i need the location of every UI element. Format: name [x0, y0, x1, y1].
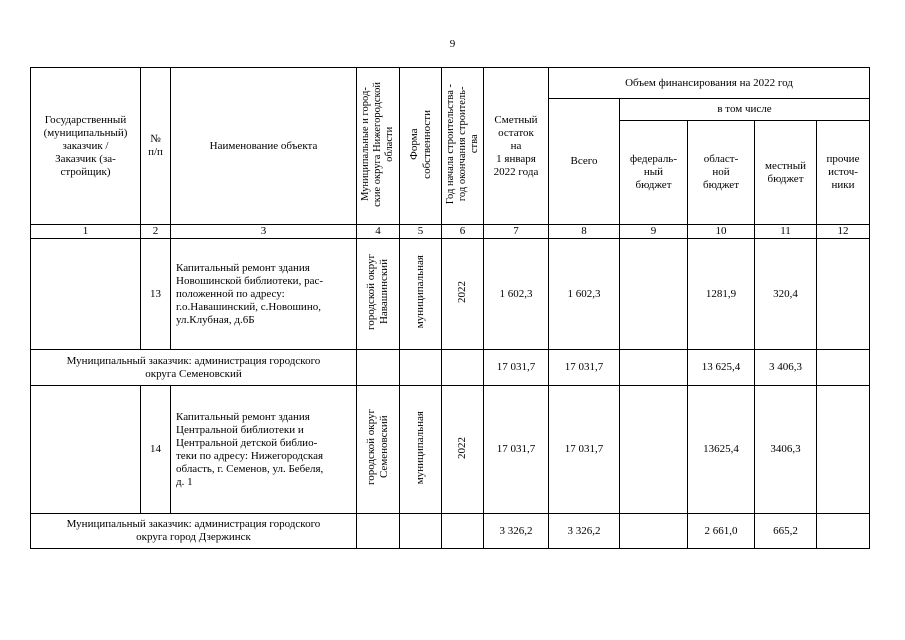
header-total: Всего — [549, 99, 620, 225]
subtotal-row — [31, 350, 870, 386]
cell-other — [817, 350, 870, 386]
cell-municipality — [357, 350, 400, 386]
cell-total: 1 602,3 — [549, 239, 620, 350]
header-estimate: Сметный остаток на 1 января 2022 года — [484, 68, 549, 225]
table-row — [31, 239, 870, 350]
cell-other — [817, 386, 870, 514]
cell-regional: 13625,4 — [688, 386, 755, 514]
cell-regional: 2 661,0 — [688, 514, 755, 549]
cell-local: 320,4 — [755, 239, 817, 350]
cell-year: 2022 — [442, 239, 484, 350]
cell-other — [817, 239, 870, 350]
cell-ownership — [400, 514, 442, 549]
cell-year — [442, 514, 484, 549]
header-num: № п/п — [141, 68, 171, 225]
cell-local: 3406,3 — [755, 386, 817, 514]
cell-num: 14 — [141, 386, 171, 514]
header-object-name: Наименование объекта — [171, 68, 357, 225]
cell-estimate: 3 326,2 — [484, 514, 549, 549]
header-municipality: Муниципальные и город- ские округа Нижегородской области — [357, 68, 400, 225]
cell-regional: 13 625,4 — [688, 350, 755, 386]
cell-other — [817, 514, 870, 549]
col-number: 4 — [357, 225, 400, 239]
cell-municipality: городской округ Семеновский — [357, 386, 400, 514]
financing-table — [30, 67, 870, 549]
cell-federal — [620, 350, 688, 386]
col-number: 10 — [688, 225, 755, 239]
cell-year — [442, 350, 484, 386]
cell-local: 665,2 — [755, 514, 817, 549]
cell-customer — [31, 239, 141, 350]
cell-municipality: городской округ Навашинский — [357, 239, 400, 350]
header-customer: Государственный (муниципальный) заказчик / Заказчик (за- стройщик) — [31, 68, 141, 225]
col-number: 9 — [620, 225, 688, 239]
header-other: прочие источ- ники — [817, 121, 870, 225]
subtotal-row — [31, 514, 870, 549]
cell-ownership: муниципальная — [400, 239, 442, 350]
col-number: 5 — [400, 225, 442, 239]
cell-object-name: Капитальный ремонт здания Новошинской библиотеки, рас- положенной по адресу: г.о.Навашинский, с.Новошино, ул.Клубная, д.6Б — [171, 239, 357, 350]
header-ownership: Форма собственности — [400, 68, 442, 225]
cell-estimate: 1 602,3 — [484, 239, 549, 350]
cell-local: 3 406,3 — [755, 350, 817, 386]
cell-municipality — [357, 514, 400, 549]
page-number: 9 — [449, 38, 456, 50]
cell-customer — [31, 386, 141, 514]
col-number: 7 — [484, 225, 549, 239]
cell-object-name: Капитальный ремонт здания Центральной библиотеки и Центральной детской библио- теки по адресу: Нижегородская область, г. Семенов, ул. Бебеля, д. 1 — [171, 386, 357, 514]
cell-federal — [620, 239, 688, 350]
col-number: 2 — [141, 225, 171, 239]
header-financing: Объем финансирования на 2022 год — [549, 68, 870, 99]
header-federal: федераль- ный бюджет — [620, 121, 688, 225]
subtotal-label: Муниципальный заказчик: администрация городского округа Семеновский — [31, 350, 357, 386]
cell-total: 17 031,7 — [549, 386, 620, 514]
table-row — [31, 386, 870, 514]
header-regional: област- ной бюджет — [688, 121, 755, 225]
cell-ownership: муниципальная — [400, 386, 442, 514]
cell-ownership — [400, 350, 442, 386]
col-number: 3 — [171, 225, 357, 239]
cell-total: 3 326,2 — [549, 514, 620, 549]
col-number: 6 — [442, 225, 484, 239]
header-years: Год начала строительства - год окончания строитель- ства — [442, 68, 484, 225]
cell-num: 13 — [141, 239, 171, 350]
subtotal-label: Муниципальный заказчик: администрация городского округа город Дзержинск — [31, 514, 357, 549]
header-including: в том числе — [620, 99, 870, 121]
cell-total: 17 031,7 — [549, 350, 620, 386]
col-number: 1 — [31, 225, 141, 239]
cell-regional: 1281,9 — [688, 239, 755, 350]
header-local: местный бюджет — [755, 121, 817, 225]
cell-federal — [620, 514, 688, 549]
cell-year: 2022 — [442, 386, 484, 514]
column-number-row — [31, 225, 870, 239]
col-number: 12 — [817, 225, 870, 239]
col-number: 11 — [755, 225, 817, 239]
col-number: 8 — [549, 225, 620, 239]
cell-estimate: 17 031,7 — [484, 386, 549, 514]
cell-estimate: 17 031,7 — [484, 350, 549, 386]
cell-federal — [620, 386, 688, 514]
